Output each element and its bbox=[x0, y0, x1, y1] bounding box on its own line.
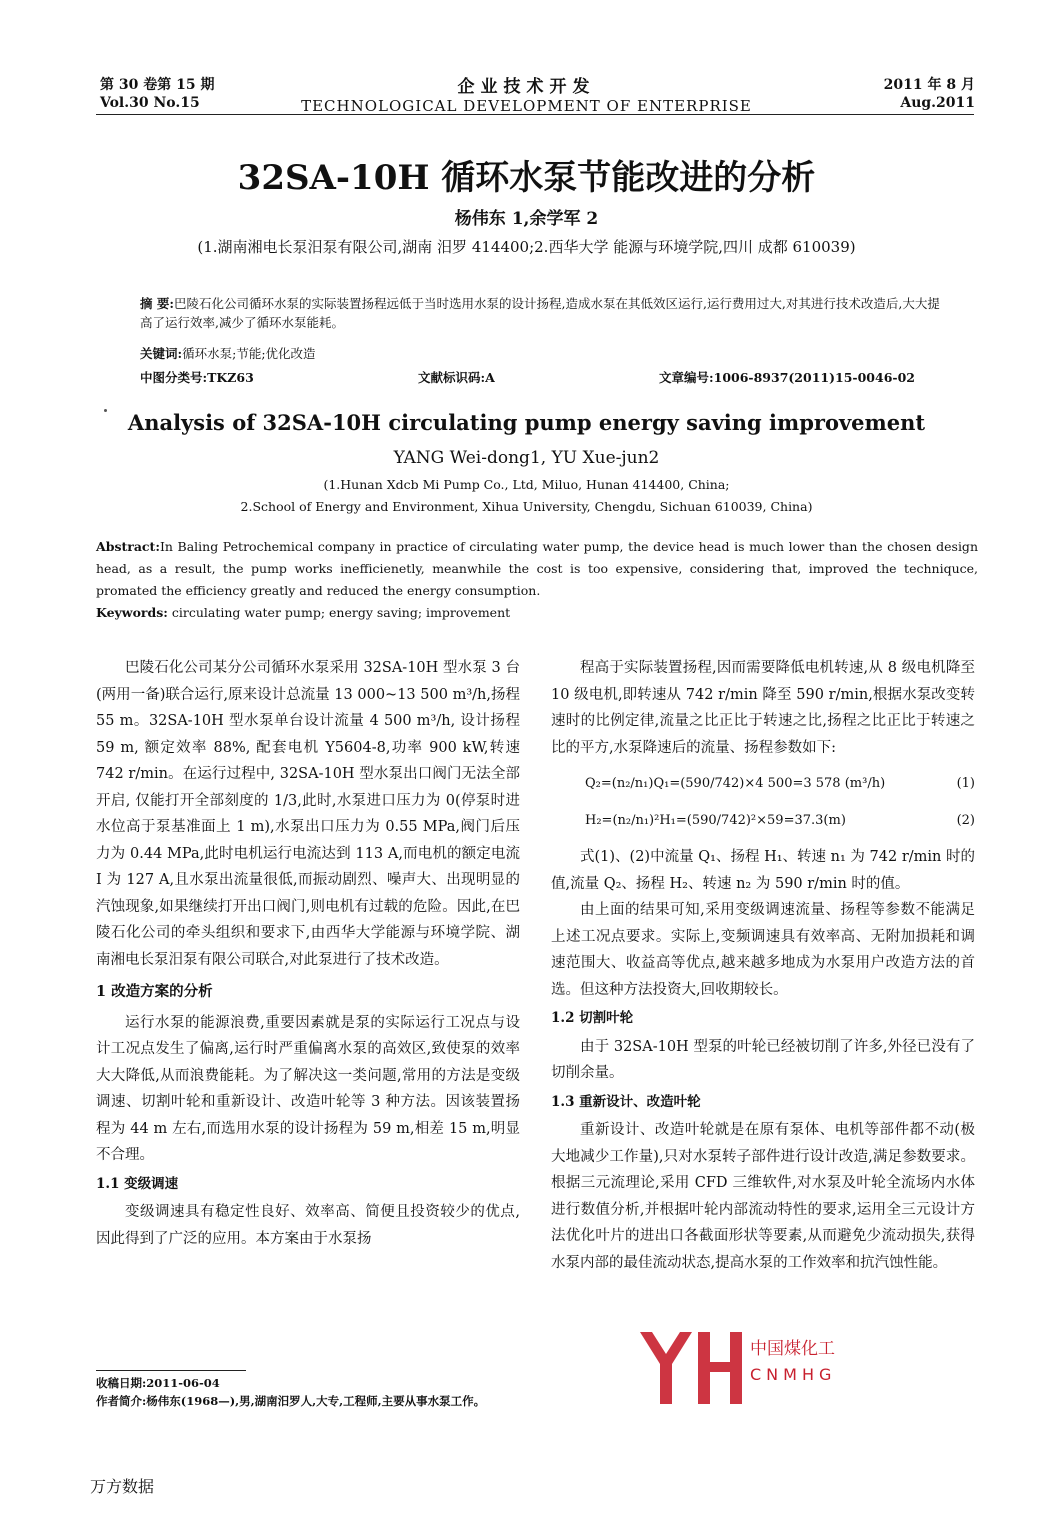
footnote-rule bbox=[96, 1370, 246, 1371]
equation-1 bbox=[551, 771, 975, 798]
equation-body: H₂=(n₂/n₁)²H₁=(590/742)²×59=37.3(m) bbox=[585, 812, 846, 828]
body-right-column bbox=[551, 655, 975, 1276]
author-bio bbox=[96, 1392, 526, 1410]
journal-date bbox=[884, 76, 975, 112]
affiliation-cn: (1.湖南湘电长泵汨泵有限公司,湖南 汨罗 414400;2.西华大学 能源与环境学院,四川 成都 610039) bbox=[197, 238, 856, 256]
watermark-name-cn: 中国煤化工 bbox=[750, 1339, 835, 1359]
paragraph: 运行水泵的能源浪费,重要因素就是泵的实际运行工况点与设计工况点发生了偏离,运行时严重偏离水泵的高效区,致使泵的效率大大降低,从而浪费能耗。为了解决这一类问题,常用的方法是变级调速、切割叶轮和重新设计、改造叶轮等 3 种方法。因该装置扬程为 44 m 左右,而选用水泵的设计扬程为 59 m,相差 15 m,明显不合理。 bbox=[96, 1014, 520, 1163]
journal-name-en: TECHNOLOGICAL DEVELOPMENT OF ENTERPRISE bbox=[301, 97, 752, 115]
clc-number: 中图分类号:TKZ63 bbox=[140, 370, 254, 385]
watermark-logo bbox=[640, 1332, 744, 1408]
paragraph: 由于 32SA-10H 型泵的叶轮已经被切削了许多,外径已没有了切削余量。 bbox=[551, 1038, 975, 1081]
abstract-en-text: In Baling Petrochemical company in practice of circulating water pump, the device head is much lower than the chosen design head, as a result, the pump works inefficienetly, meanwhile the cost is too expensive, considering that, improved the techniquce, promated the efficiency greatly and reduced the energy consumption. bbox=[96, 539, 978, 598]
paper-title-cn: 32SA-10H 循环水泵节能改进的分析 bbox=[237, 158, 816, 198]
journal-name-cn: 企业技术开发 bbox=[457, 77, 596, 97]
paragraph: 由上面的结果可知,采用变级调速流量、扬程等参数不能满足上述工况点要求。实际上,变频调速具有效率高、无附加损耗和调速范围大、收益高等优点,越来越多地成为水泵用户改造方法的首选。但这种方法投资大,回收期较长。 bbox=[551, 902, 975, 998]
header-rule bbox=[96, 114, 974, 115]
affiliation-en bbox=[0, 474, 1053, 518]
classification-row bbox=[140, 368, 915, 386]
volume-cn: 第 30 卷第 15 期 bbox=[100, 77, 215, 93]
paragraph: 变级调速具有稳定性良好、效率高、简便且投资较少的优点,因此得到了广泛的应用。本方案由于水泵扬 bbox=[96, 1204, 520, 1247]
subsection-heading: 1.3 重新设计、改造叶轮 bbox=[551, 1093, 701, 1110]
volume-en: Vol.30 No.15 bbox=[100, 95, 200, 111]
affiliation-en-line2: 2.School of Energy and Environment, Xihua University, Chengdu, Sichuan 610039, China) bbox=[240, 499, 813, 514]
keywords-cn-label: 关键词: bbox=[140, 346, 183, 361]
paragraph: 重新设计、改造叶轮就是在原有泵体、电机等部件都不动(极大地减少工作量),只对水泵转子部件进行设计改造,满足参数要求。根据三元流理论,采用 CFD 三维软件,对水泵及叶轮全流场内水体进行数值分析,并根据叶轮内部流动特性的要求,运用全三元设计方法优化叶片的进出口各截面形状等要素,从而避免少流动损失,获得水泵内部的最佳流动状态,提高水泵的工作效率和抗汽蚀性能。 bbox=[551, 1122, 975, 1271]
authors-en: YANG Wei-dong1, YU Xue-jun2 bbox=[393, 448, 660, 468]
equation-number: (1) bbox=[956, 776, 975, 791]
abstract-en-label: Abstract: bbox=[96, 539, 160, 554]
date-cn: 2011 年 8 月 bbox=[883, 77, 975, 93]
body-left-column bbox=[96, 655, 520, 1252]
footnote bbox=[96, 1374, 526, 1410]
received-date: 收稿日期:2011-06-04 bbox=[96, 1376, 220, 1390]
keywords-cn bbox=[140, 344, 940, 363]
paper-title-en: Analysis of 32SA-10H circulating pump energy saving improvement bbox=[127, 410, 926, 435]
keywords-en-label: Keywords: bbox=[96, 605, 168, 620]
watermark-logo-icon bbox=[640, 1332, 744, 1404]
watermark-text bbox=[750, 1334, 836, 1384]
keywords-en-text: circulating water pump; energy saving; improvement bbox=[167, 605, 511, 620]
paragraph: 式(1)、(2)中流量 Q₁、扬程 H₁、转速 n₁ 为 742 r/min 时的值,流量 Q₂、扬程 H₂、转速 n₂ 为 590 r/min 时的值。 bbox=[551, 849, 975, 892]
abstract-cn-text: 巴陵石化公司循环水泵的实际装置扬程远低于当时选用水泵的设计扬程,造成水泵在其低效区运行,运行费用过大,对其进行技术改造后,大大提高了运行效率,减少了循环水泵能耗。 bbox=[140, 296, 940, 330]
author-bio-label: 作者简介: bbox=[96, 1394, 147, 1408]
watermark-name-en: CNMHG bbox=[750, 1365, 837, 1384]
affiliation-en-line1: (1.Hunan Xdcb Mi Pump Co., Ltd, Miluo, Hunan 414400, China; bbox=[323, 477, 730, 492]
abstract-cn-label: 摘 要: bbox=[140, 296, 174, 311]
abstract-cn bbox=[140, 294, 940, 332]
document-code: 文献标识码:A bbox=[418, 370, 495, 385]
paragraph: 巴陵石化公司某分公司循环水泵采用 32SA-10H 型水泵 3 台(两用一备)联合运行,原来设计总流量 13 000~13 500 m³/h,扬程 55 m。32SA-10H 型水泵单台设计流量 4 500 m³/h, 设计扬程 59 m, 额定效率 88%, 配套电机 Y5604-8,功率 900 kW,转速 742 r/min。在运行过程中, 32SA-10H 型水泵出口阀门无法全部开启, 仅能打开全部刻度的 1/3,此时,水泵进口压力为 0(停泵时进水位高于泵基准面上 1 m),水泵出口压力为 0.55 MPa,阀门后压力为 0.44 MPa,此时电机运行电流达到 113 A,而电机的额定电流 I 为 127 A,且水泵出流量很低,而振动剧烈、噪声大、出现明显的汽蚀现象,如果继续打开出口阀门,则电机有过载的危险。因此,在巴陵石化公司的牵头组织和要求下,由西华大学能源与环境学院、湖南湘电长泵汨泵有限公司联合,对此泵进行了技术改造。 bbox=[96, 660, 520, 968]
author-bio-text: 杨伟东(1968—),男,湖南汨罗人,大专,工程师,主要从事水泵工作。 bbox=[146, 1394, 486, 1408]
article-number: 文章编号:1006-8937(2011)15-0046-02 bbox=[659, 370, 915, 385]
authors-cn: 杨伟东 1,余学军 2 bbox=[454, 209, 599, 229]
subsection-heading: 1.1 变级调速 bbox=[96, 1175, 179, 1192]
keywords-cn-text: 循环水泵;节能;优化改造 bbox=[182, 346, 316, 361]
source-label: 万方数据 bbox=[90, 1477, 155, 1496]
equation-number: (2) bbox=[956, 812, 975, 828]
date-en: Aug.2011 bbox=[900, 95, 975, 111]
equation-body: Q₂=(n₂/n₁)Q₁=(590/742)×4 500=3 578 (m³/h) bbox=[585, 776, 886, 791]
subsection-heading: 1.2 切割叶轮 bbox=[551, 1010, 634, 1026]
section-heading: 1 改造方案的分析 bbox=[96, 983, 213, 1000]
paragraph: 程高于实际装置扬程,因而需要降低电机转速,从 8 级电机降至 10 级电机,即转速从 742 r/min 降至 590 r/min,根据水泵改变转速时的比例定律,流量之比正比于转速之比,扬程之比正比于转速之比的平方,水泵降速后的流量、扬程参数如下: bbox=[551, 660, 975, 756]
abstract-en bbox=[96, 536, 978, 624]
equation-2 bbox=[551, 808, 975, 835]
